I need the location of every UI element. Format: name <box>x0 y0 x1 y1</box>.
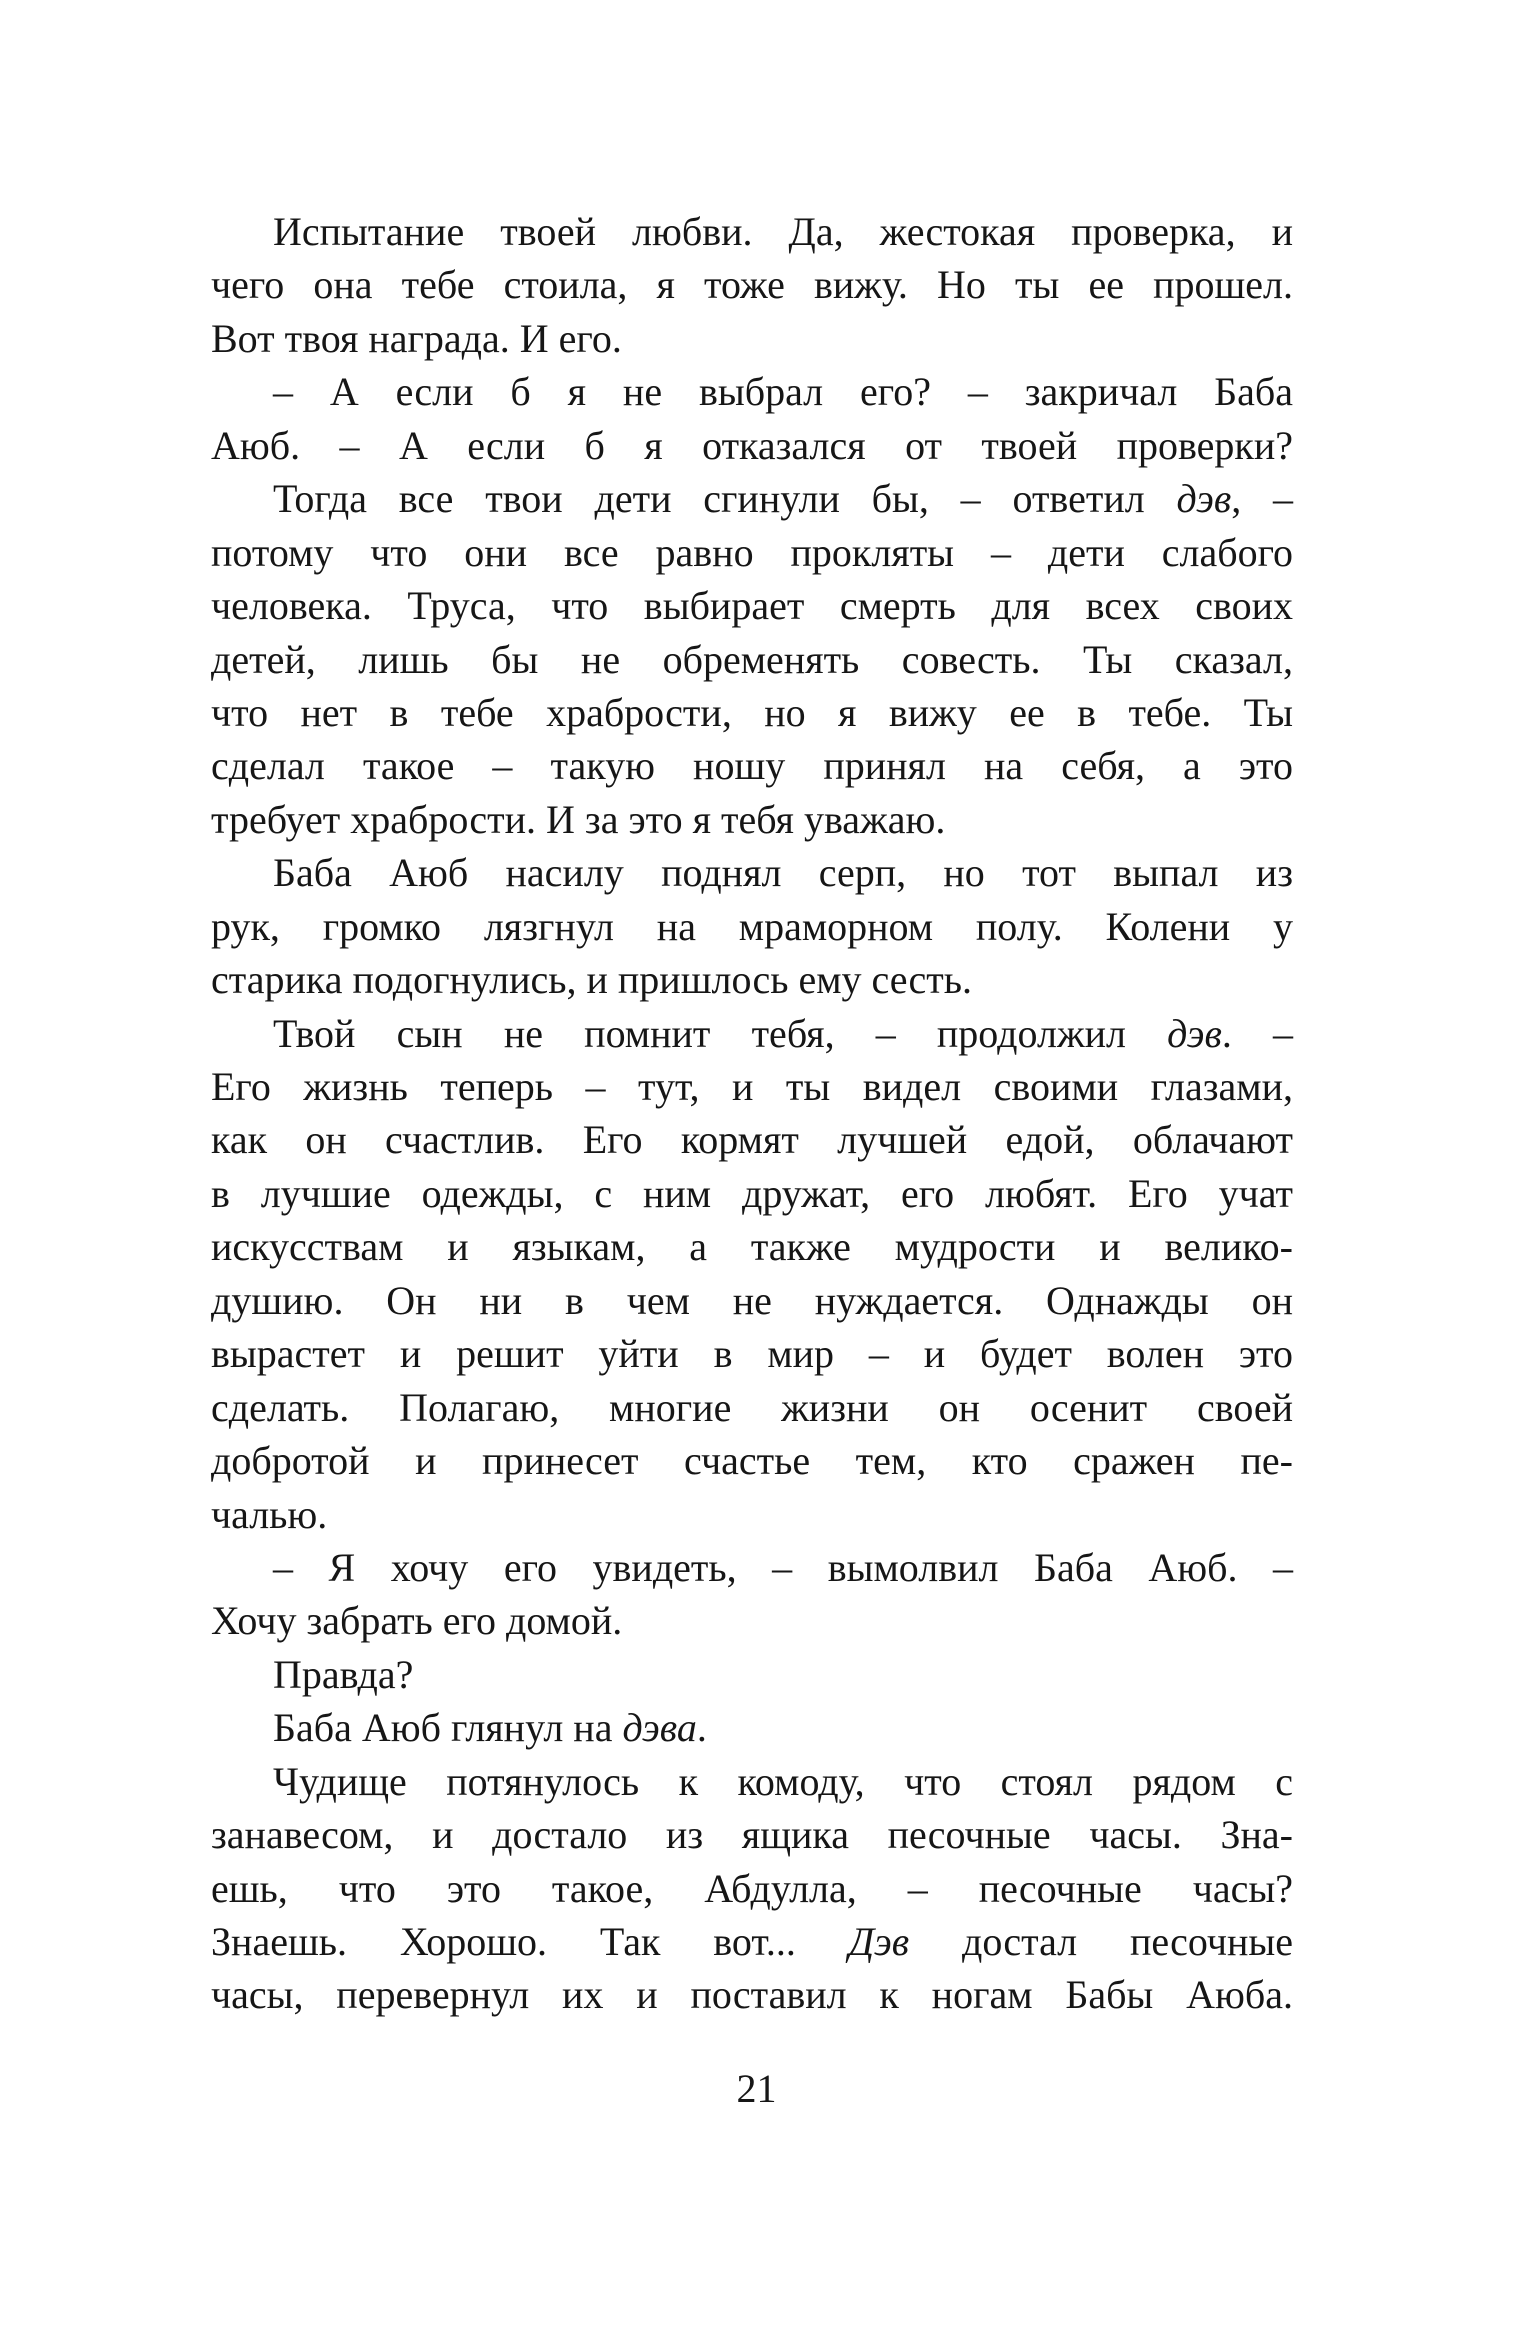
text-segment: требует храбрости. И за это я тебя уважаю. <box>211 796 946 842</box>
text-segment: – Я хочу его увидеть, – вымолвил Баба Аюб. – <box>273 1544 1293 1590</box>
italic-word: дэва <box>622 1705 697 1751</box>
text-segment: часы, перевернул их и поставил к ногам Бабы Аюба. <box>211 1972 1293 2018</box>
text-line <box>211 1007 1293 1060</box>
text-segment: Хочу забрать его домой. <box>211 1598 623 1644</box>
text-line <box>211 579 1293 632</box>
text-segment: . – <box>1221 1010 1294 1056</box>
paragraph <box>211 846 1293 1006</box>
text-line <box>211 1594 1293 1647</box>
text-line <box>211 526 1293 579</box>
text-line <box>211 1381 1293 1434</box>
text-line <box>211 1755 1293 1808</box>
text-segment: потому что они все равно прокляты – дети слабого <box>211 529 1293 575</box>
text-line <box>211 1060 1293 1113</box>
paragraph <box>211 365 1293 472</box>
text-segment: человека. Труса, что выбирает смерть для всех своих <box>211 583 1293 629</box>
text-segment: занавесом, и достало из ящика песочные часы. Зна- <box>211 1812 1293 1858</box>
text-line <box>211 1488 1293 1541</box>
text-line <box>211 1220 1293 1273</box>
text-segment: детей, лишь бы не обременять совесть. Ты сказал, <box>211 636 1293 682</box>
text-segment: Баба Аюб насилу поднял серп, но тот выпал из <box>273 850 1293 896</box>
text-line <box>211 739 1293 792</box>
paragraph <box>211 1755 1293 2022</box>
text-segment: вырастет и решит уйти в мир – и будет волен это <box>211 1331 1293 1377</box>
text-segment: чего она тебе стоила, я тоже вижу. Но ты ее прошел. <box>211 262 1293 308</box>
text-line <box>211 1808 1293 1861</box>
text-segment: старика подогнулись, и пришлось ему сесть. <box>211 957 972 1003</box>
text-line <box>211 1968 1293 2021</box>
text-segment: душию. Он ни в чем не нуждается. Однажды он <box>211 1277 1293 1323</box>
text-line <box>211 633 1293 686</box>
text-line <box>211 1862 1293 1915</box>
text-segment: сделал такое – такую ношу принял на себя, а это <box>211 743 1293 789</box>
text-line <box>211 1113 1293 1166</box>
text-line <box>211 686 1293 739</box>
text-line <box>211 953 1293 1006</box>
text-segment: . <box>696 1705 707 1751</box>
paragraph <box>211 1007 1293 1541</box>
text-line <box>211 900 1293 953</box>
page-number: 21 <box>736 2066 777 2111</box>
text-line <box>211 472 1293 525</box>
paragraph <box>211 1648 1293 1701</box>
text-segment: чалью. <box>211 1491 328 1537</box>
text-segment: рук, громко лязгнул на мраморном полу. Колени у <box>211 903 1293 949</box>
text-segment: сделать. Полагаю, многие жизни он осенит своей <box>211 1384 1293 1430</box>
paragraph <box>211 1541 1293 1648</box>
text-segment: Знаешь. Хорошо. Так вот... <box>211 1919 849 1964</box>
text-segment: искусствам и языкам, а также мудрости и велико- <box>211 1224 1293 1270</box>
text-line <box>211 205 1293 258</box>
text-segment: добротой и принесет счастье тем, кто сражен пе- <box>211 1438 1293 1484</box>
text-segment: Тогда все твои дети сгинули бы, – ответил <box>273 476 1177 522</box>
text-segment: – А если б я не выбрал его? – закричал Баба <box>273 369 1293 415</box>
text-line <box>211 793 1293 846</box>
text-segment: Вот твоя награда. И его. <box>211 315 622 361</box>
italic-word: Дэв <box>848 1919 910 1964</box>
text-segment: достал песочные <box>909 1919 1293 1964</box>
text-segment: в лучшие одежды, с ним дружат, его любят. Его учат <box>211 1170 1293 1216</box>
text-line <box>211 1915 1293 1968</box>
text-segment: Аюб. – А если б я отказался от твоей проверки? <box>211 422 1293 468</box>
text-line <box>211 1701 1293 1754</box>
body-text <box>211 205 1293 2022</box>
paragraph <box>211 205 1293 365</box>
text-segment: Правда? <box>273 1651 414 1697</box>
text-line <box>211 365 1293 418</box>
text-segment: Твой сын не помнит тебя, – продолжил <box>273 1010 1168 1056</box>
text-line <box>211 1274 1293 1327</box>
text-segment: Баба Аюб глянул на <box>273 1705 623 1751</box>
text-line <box>211 1648 1293 1701</box>
text-line <box>211 1167 1293 1220</box>
text-line <box>211 1434 1293 1487</box>
text-line <box>211 312 1293 365</box>
italic-word: дэв <box>1176 476 1232 522</box>
text-segment: Испытание твоей любви. Да, жестокая проверка, и <box>273 209 1293 254</box>
text-line <box>211 1541 1293 1594</box>
text-segment: , – <box>1231 476 1293 522</box>
text-segment: Его жизнь теперь – тут, и ты видел своими глазами, <box>211 1064 1293 1109</box>
text-segment: ешь, что это такое, Абдулла, – песочные часы? <box>211 1865 1293 1911</box>
text-line <box>211 846 1293 899</box>
text-segment: как он счастлив. Его кормят лучшей едой, облачают <box>211 1117 1293 1163</box>
paragraph <box>211 1701 1293 1754</box>
text-segment: что нет в тебе храбрости, но я вижу ее в тебе. Ты <box>211 689 1293 735</box>
italic-word: дэв <box>1167 1010 1222 1056</box>
text-line <box>211 1327 1293 1380</box>
paragraph <box>211 472 1293 846</box>
text-line <box>211 258 1293 311</box>
text-line <box>211 419 1293 472</box>
text-segment: Чудище потянулось к комоду, что стоял рядом с <box>273 1758 1293 1804</box>
